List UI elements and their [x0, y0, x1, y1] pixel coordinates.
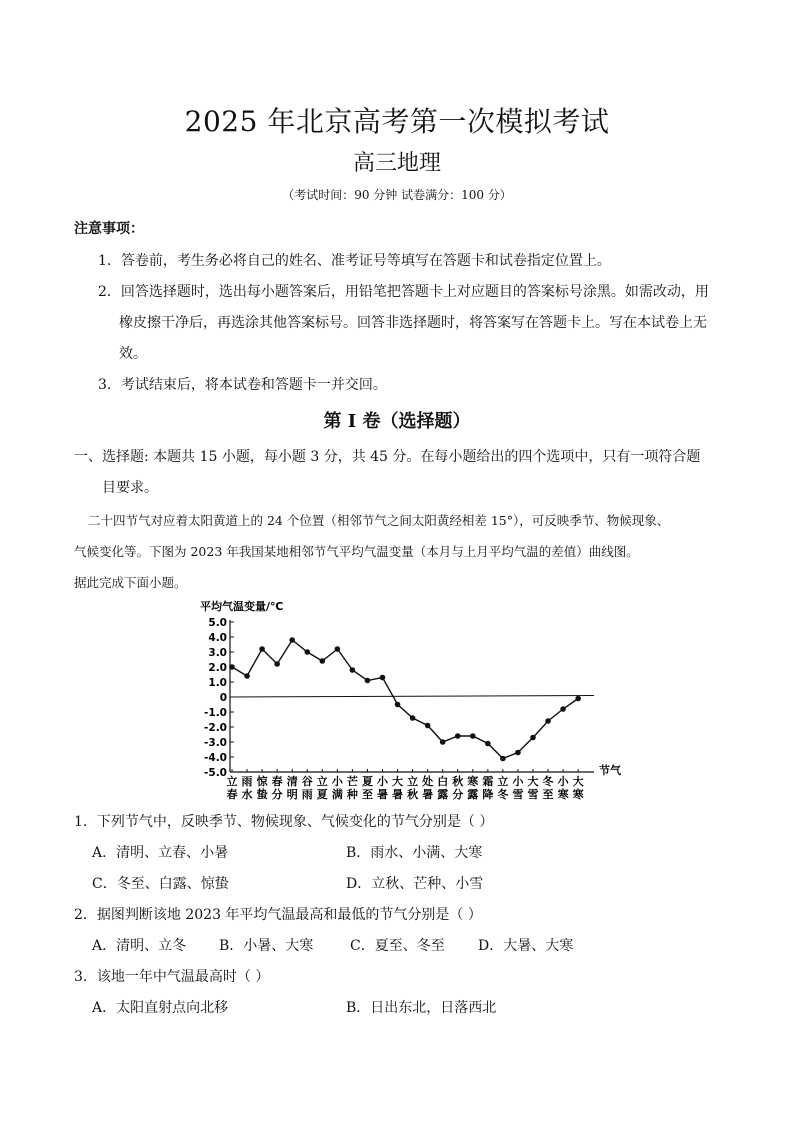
- y-tick-label: 2.0: [208, 662, 227, 674]
- x-tick-label: 小暑: [377, 775, 388, 800]
- option-a: A．太阳直射点向北移: [92, 1000, 229, 1016]
- option-d: D．立秋、芒种、小雪: [346, 876, 484, 892]
- notice-item: 1．答卷前，考生务必将自己的姓名、准考证号等填写在答题卡和试卷指定位置上。: [98, 253, 611, 269]
- option-a: A．清明、立冬: [92, 938, 187, 954]
- zero-line: [230, 696, 594, 698]
- x-tick-label: 寒露: [467, 775, 479, 800]
- y-tick-label: 0: [219, 692, 227, 704]
- data-point: [560, 706, 566, 712]
- data-point: [229, 664, 235, 670]
- data-point: [244, 673, 250, 679]
- data-point: [335, 646, 341, 652]
- notice-item: 2．回答选择题时，选出每小题答案后，用铅笔把答题卡上对应题目的答案标号涂黑。如需改动，用: [98, 284, 709, 300]
- x-tick-label: 春分: [271, 775, 283, 800]
- y-tick-label: -4.0: [204, 752, 227, 764]
- option-b: B．雨水、小满、大寒: [346, 845, 483, 861]
- x-tick-label: 处暑: [422, 775, 434, 800]
- option-b: B．小暑、大寒: [219, 938, 314, 954]
- y-tick-label: 5.0: [208, 617, 227, 629]
- x-tick-label: 雨水: [241, 775, 253, 800]
- data-point: [425, 723, 431, 729]
- exam-subtitle: 高三地理: [352, 151, 441, 176]
- x-tick-label: 小雪: [512, 775, 524, 800]
- x-tick-label: 立夏: [316, 775, 328, 800]
- x-axis-label: 节气: [599, 764, 621, 777]
- notice-item-continued: 橡皮擦干净后，再选涂其他答案标号。回答非选择题时，将答案写在答题卡上。写在本试卷上无: [119, 315, 707, 331]
- y-axis-label: 平均气温变量/℃: [200, 600, 284, 613]
- data-point: [530, 735, 536, 741]
- section-instructions: 一、选择题: 本题共 15 小题，每小题 3 分，共 45 分。在每小题给出的四个选项中，只有一项符合题: [74, 449, 701, 465]
- x-tick-label: 霜降: [482, 775, 494, 800]
- data-point: [274, 661, 280, 667]
- temperature-change-chart: [194, 598, 634, 800]
- y-tick-label: 4.0: [208, 632, 227, 644]
- x-tick-label: 立春: [226, 775, 238, 800]
- question-stem: 3．该地一年中气温最高时（ ）: [74, 969, 270, 985]
- intro-text: 据此完成下面小题。: [74, 575, 187, 590]
- data-point: [304, 649, 310, 655]
- x-tick-label: 大雪: [527, 775, 539, 800]
- y-tick-label: -2.0: [204, 722, 227, 734]
- x-tick-label: 小满: [331, 775, 343, 800]
- option-c: C．夏至、冬至: [350, 938, 445, 954]
- data-point: [259, 646, 265, 652]
- intro-text: 二十四节气对应着太阳黄道上的 24 个位置（相邻节气之间太阳黄经相差 15°），可反映季节、物候现象、: [88, 513, 670, 528]
- option-c: C．冬至、白露、惊蛰: [92, 876, 229, 892]
- y-tick-label: -5.0: [204, 767, 227, 779]
- data-point: [545, 718, 551, 724]
- question-stem: 1．下列节气中，反映季节、物候现象、气候变化的节气分别是（ ）: [74, 814, 494, 830]
- x-tick-label: 立冬: [497, 775, 509, 800]
- data-point: [500, 756, 506, 762]
- data-point: [455, 733, 461, 739]
- data-point: [485, 741, 491, 747]
- option-d: D．大暑、大寒: [478, 938, 574, 954]
- y-tick-label: 1.0: [208, 677, 227, 689]
- data-point: [289, 637, 295, 643]
- x-tick-label: 夏至: [361, 775, 373, 800]
- section-instructions-continued: 目要求。: [102, 480, 158, 496]
- data-point: [410, 715, 416, 721]
- data-point: [440, 739, 446, 745]
- series-line: [232, 640, 578, 759]
- notice-item-continued: 效。: [119, 346, 147, 362]
- x-tick-label: 白露: [437, 775, 449, 800]
- x-tick-label: 芒种: [346, 775, 358, 800]
- x-tick-label: 冬至: [542, 775, 554, 800]
- exam-meta: （考试时间：90 分钟 试卷满分：100 分）: [282, 188, 512, 202]
- notice-item: 3．考试结束后，将本试卷和答题卡一并交回。: [98, 377, 387, 393]
- x-tick-label: 惊蛰: [256, 775, 268, 800]
- option-a: A．清明、立春、小暑: [92, 845, 229, 861]
- data-point: [320, 658, 326, 664]
- exam-title: 2025 年北京高考第一次模拟考试: [184, 105, 610, 138]
- data-point: [470, 733, 476, 739]
- y-tick-label: -1.0: [204, 707, 227, 719]
- x-tick-label: 谷雨: [301, 775, 313, 800]
- y-tick-label: 3.0: [208, 647, 227, 659]
- data-point: [575, 696, 581, 702]
- x-tick-label: 立秋: [407, 775, 419, 800]
- y-tick-label: -3.0: [204, 737, 227, 749]
- data-point: [365, 678, 371, 684]
- data-point: [395, 702, 401, 708]
- data-point: [350, 667, 356, 673]
- x-tick-label: 小寒: [557, 775, 569, 800]
- x-tick-label: 秋分: [452, 775, 464, 800]
- data-point: [380, 675, 386, 681]
- data-point: [515, 750, 521, 756]
- section-title: 第 I 卷（选择题）: [323, 411, 471, 432]
- x-tick-label: 大寒: [572, 775, 584, 800]
- question-stem: 2．据图判断该地 2023 年平均气温最高和最低的节气分别是（ ）: [74, 907, 482, 923]
- intro-text: 气候变化等。下图为 2023 年我国某地相邻节气平均气温变量（本月与上月平均气温的差值）曲线图。: [74, 544, 639, 559]
- option-b: B．日出东北，日落西北: [346, 1000, 497, 1016]
- x-tick-label: 大暑: [392, 775, 404, 800]
- x-tick-label: 清明: [286, 775, 298, 800]
- notice-heading: 注意事项：: [74, 221, 144, 237]
